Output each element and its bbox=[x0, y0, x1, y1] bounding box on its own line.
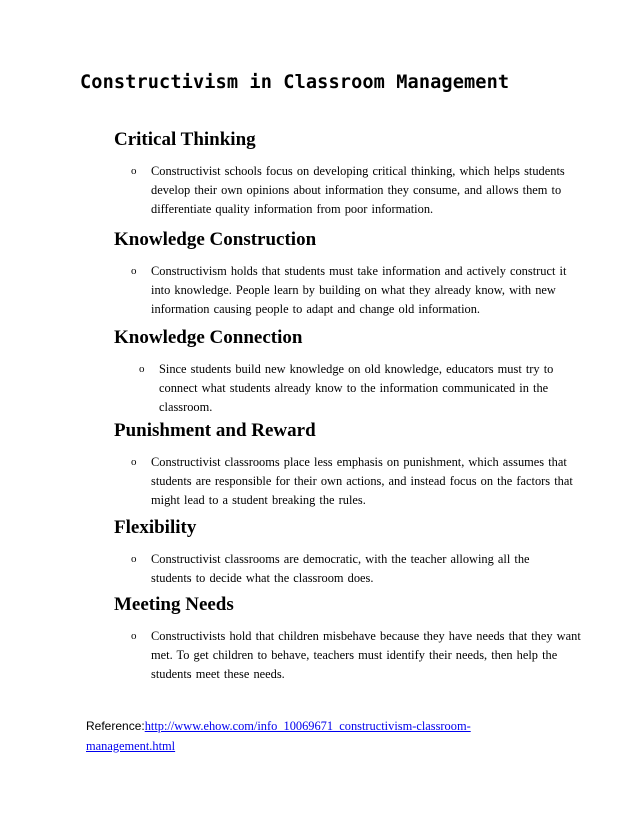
section-punishment-and-reward bbox=[114, 419, 584, 516]
sections-container bbox=[114, 128, 584, 684]
section-meeting-needs bbox=[114, 593, 584, 684]
bullet-text: Constructivist classrooms place less emphasis on punishment, which assumes that students are responsible for their own actions, and instead focus on the factors that might lead to a student breaking the rules. bbox=[151, 455, 573, 507]
bullet-item bbox=[114, 550, 584, 588]
bullet-icon: o bbox=[131, 630, 137, 642]
bullet-item bbox=[122, 360, 584, 417]
section-knowledge-construction bbox=[114, 228, 584, 326]
bullet-icon: o bbox=[139, 363, 145, 375]
section-heading: Knowledge Construction bbox=[114, 229, 317, 250]
section-heading: Punishment and Reward bbox=[114, 420, 316, 441]
section-flexibility bbox=[114, 516, 584, 593]
bullet-icon: o bbox=[131, 553, 137, 565]
bullet-item bbox=[114, 162, 584, 219]
section-knowledge-connection bbox=[114, 326, 584, 419]
bullet-text: Since students build new knowledge on old knowledge, educators must try to connect what students already know to the information communicated in the classroom. bbox=[159, 362, 554, 414]
bullet-text: Constructivists hold that children misbehave because they have needs that they want met. To get children to behave, teachers must identify their needs, then help the students meet these needs. bbox=[151, 629, 581, 681]
bullet-text: Constructivist classrooms are democratic, with the teacher allowing all the students to decide what the classroom does. bbox=[151, 552, 530, 585]
reference-link[interactable]: http://www.ehow.com/info_10069671_constructivism-classroom-management.html bbox=[86, 719, 471, 753]
section-heading: Flexibility bbox=[114, 517, 197, 538]
bullet-text: Constructivism holds that students must take information and actively construct it into knowledge. People learn by building on what they already know, with new information causing people to adapt and change old information. bbox=[151, 264, 567, 316]
reference-label: Reference: bbox=[86, 719, 145, 733]
section-heading: Critical Thinking bbox=[114, 129, 256, 150]
bullet-item bbox=[114, 262, 584, 319]
bullet-icon: o bbox=[131, 165, 137, 177]
section-critical-thinking bbox=[114, 128, 584, 228]
bullet-item bbox=[114, 627, 584, 684]
bullet-item bbox=[114, 453, 584, 510]
section-heading: Knowledge Connection bbox=[114, 327, 303, 348]
document-title: Constructivism in Classroom Management bbox=[80, 72, 510, 93]
bullet-icon: o bbox=[131, 265, 137, 277]
section-heading: Meeting Needs bbox=[114, 594, 234, 615]
bullet-icon: o bbox=[131, 456, 137, 468]
reference-note bbox=[86, 716, 506, 756]
bullet-text: Constructivist schools focus on developing critical thinking, which helps students develop their own opinions about information they consume, and allows them to differentiate quality information from poor information. bbox=[151, 164, 565, 216]
